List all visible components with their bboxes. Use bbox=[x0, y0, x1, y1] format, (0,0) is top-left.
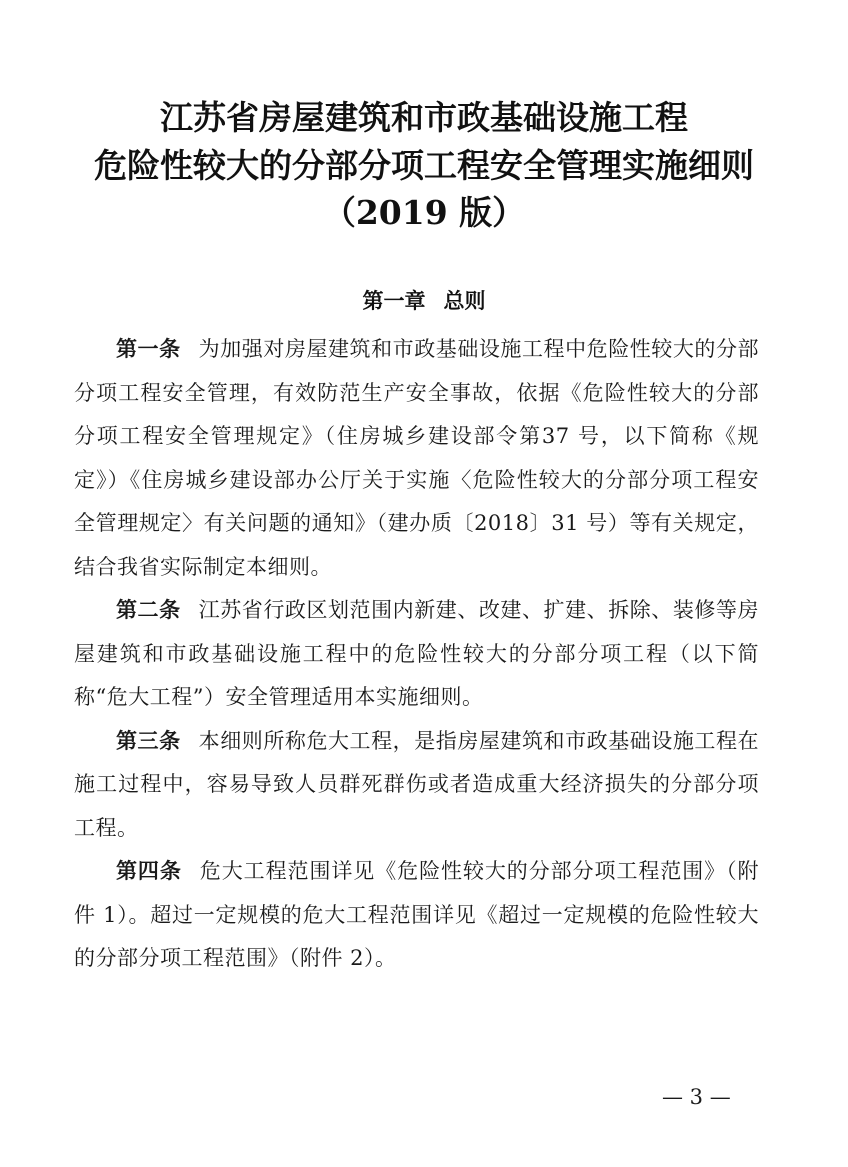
article-3 bbox=[74, 720, 759, 851]
article-text: 危大工程范围详见《危险性较大的分部分项工程范围》（附件 1）。超过一定规模的危大工程范围详见《超过一定规模的危险性较大的分部分项工程范围》（附件 2）。 bbox=[74, 859, 760, 970]
document-title-line-3: （2019 版） bbox=[322, 193, 526, 232]
article-1 bbox=[74, 328, 759, 589]
document-title-line-1: 江苏省房屋建筑和市政基础设施工程 bbox=[160, 98, 688, 137]
article-text: 本细则所称危大工程，是指房屋建筑和市政基础设施工程在施工过程中，容易导致人员群死群伤或者造成重大经济损失的分部分项工程。 bbox=[74, 728, 760, 840]
chapter-heading bbox=[0, 286, 848, 316]
chapter-name: 总则 bbox=[443, 289, 486, 313]
article-4 bbox=[74, 850, 759, 981]
article-text: 为加强对房屋建筑和市政基础设施工程中危险性较大的分部分项工程安全管理，有效防范生产安全事故，依据《危险性较大的分部分项工程安全管理规定》（住房城乡建设部令第37 号，以下简称《规定》）《住房城乡建设部办公厅关于实施〈危险性较大的分部分项工程安全管理规定〉有关问题的通知》（建办质〔2018〕31 号）等有关规定，结合我省实际制定本细则。 bbox=[74, 337, 760, 579]
article-number: 第一条 bbox=[116, 337, 181, 361]
article-number: 第三条 bbox=[116, 728, 181, 753]
article-text: 江苏省行政区划范围内新建、改建、扩建、拆除、装修等房屋建筑和市政基础设施工程中的危险性较大的分部分项工程（以下简称“危大工程”）安全管理适用本实施细则。 bbox=[74, 598, 760, 709]
article-number: 第四条 bbox=[116, 859, 182, 883]
chapter-number: 第一章 bbox=[362, 289, 426, 313]
document-title-line-2: 危险性较大的分部分项工程安全管理实施细则 bbox=[94, 146, 754, 185]
page-number: — 3 — bbox=[662, 1085, 731, 1109]
article-2 bbox=[74, 589, 759, 720]
document-body bbox=[74, 328, 759, 981]
article-number: 第二条 bbox=[116, 598, 181, 622]
